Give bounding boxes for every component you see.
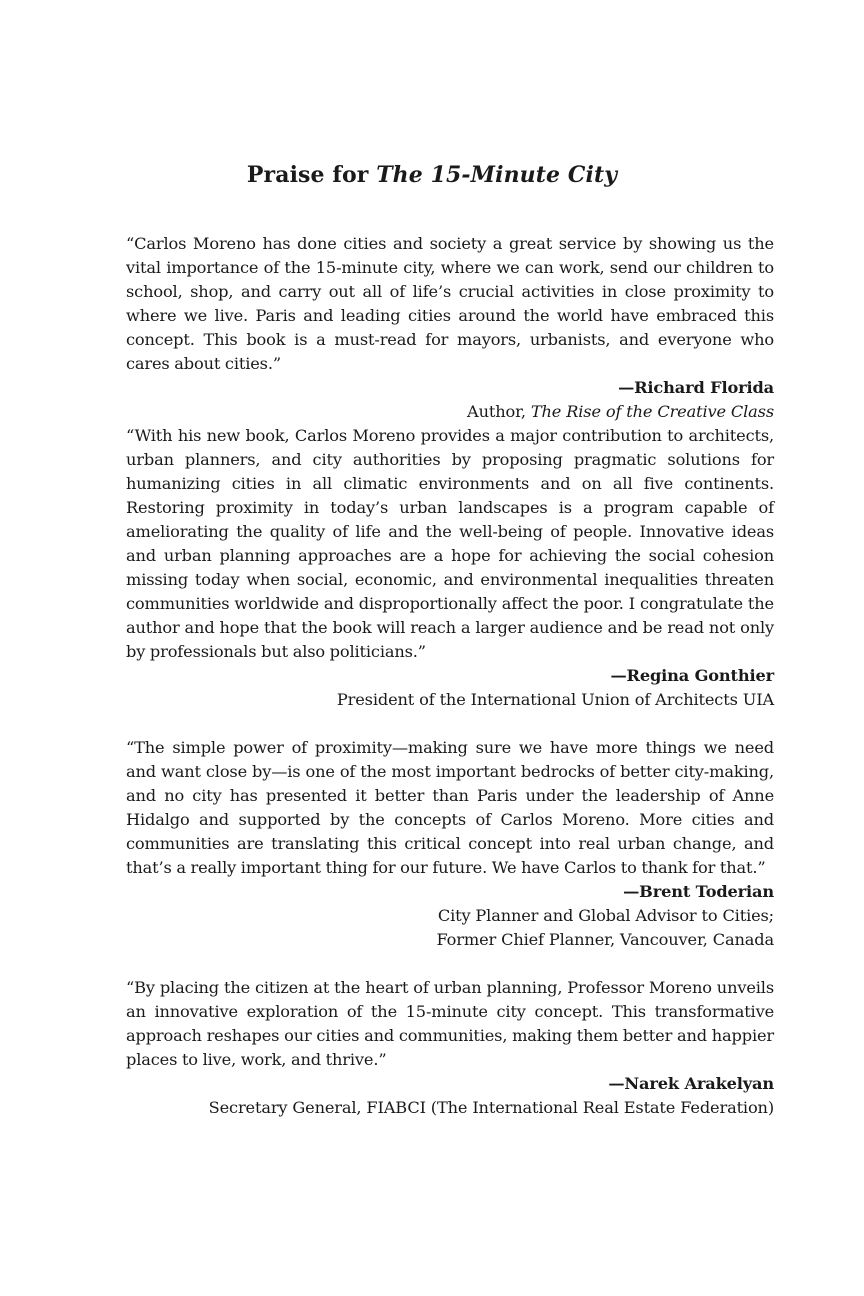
- testimonial-gonthier: [126, 424, 774, 712]
- testimonial-quote: “With his new book, Carlos Moreno provides a major contribution to architects, urban planners, and city authorities by proposing pragmatic solutions for humanizing cities in all climatic environments and on all five continents. Restoring proximity in today’s urban landscapes is a program capable of ameliorating the quality of life and the well-being of people. Innovative ideas and urban planning approaches are a hope for achieving the social cohesion missing today when social, economic, and environmental inequalities threaten communities worldwide and disproportionally affect the poor. I congratulate the author and hope that the book will reach a larger audience and be read not only by professionals but also politicians.”: [126, 426, 774, 661]
- page-title: [0, 160, 864, 190]
- testimonial-author-role-line2: Former Chief Planner, Vancouver, Canada: [436, 930, 774, 949]
- testimonial-author-role: President of the International Union of Architects UIA: [336, 690, 774, 709]
- testimonial-author: —Regina Gonthier: [610, 666, 774, 685]
- testimonial-author: —Narek Arakelyan: [608, 1074, 774, 1093]
- title-prefix: Praise for: [246, 162, 377, 188]
- testimonial-toderian: [126, 736, 774, 952]
- testimonial-author-role: [126, 400, 774, 424]
- role-book-title: The Rise of the Creative Class: [530, 402, 774, 421]
- testimonial-quote: “By placing the citizen at the heart of urban planning, Professor Moreno unveils an innovative exploration of the 15-minute city concept. This transformative approach reshapes our cities and communities, making them better and happier places to live, work, and thrive.”: [126, 978, 774, 1069]
- testimonial-quote: “The simple power of proximity—making sure we have more things we need and want close by—is one of the most important bedrocks of better city-making, and no city has presented it better than Paris under the leadership of Anne Hidalgo and supported by the concepts of Carlos Moreno. More cities and communities are translating this critical concept into real urban change, and that’s a really important thing for our future. We have Carlos to thank for that.”: [126, 738, 774, 877]
- testimonial-quote: “Carlos Moreno has done cities and society a great service by showing us the vital importance of the 15-minute city, where we can work, send our children to school, shop, and carry out all of life’s crucial activities in close proximity to where we live. Paris and leading cities around the world have embraced this concept. This book is a must-read for mayors, urbanists, and everyone who cares about cities.”: [126, 234, 774, 373]
- testimonial-author: —Richard Florida: [618, 378, 774, 397]
- title-book-name: The 15-Minute City: [376, 162, 618, 188]
- role-prefix: Author,: [467, 402, 531, 421]
- testimonial-arakelyan: [126, 976, 774, 1120]
- testimonial-author-role-line1: City Planner and Global Advisor to Cities;: [437, 906, 774, 925]
- testimonial-florida: [126, 232, 774, 424]
- testimonial-author: —Brent Toderian: [623, 882, 774, 901]
- testimonial-author-role: Secretary General, FIABCI (The International Real Estate Federation): [208, 1098, 774, 1117]
